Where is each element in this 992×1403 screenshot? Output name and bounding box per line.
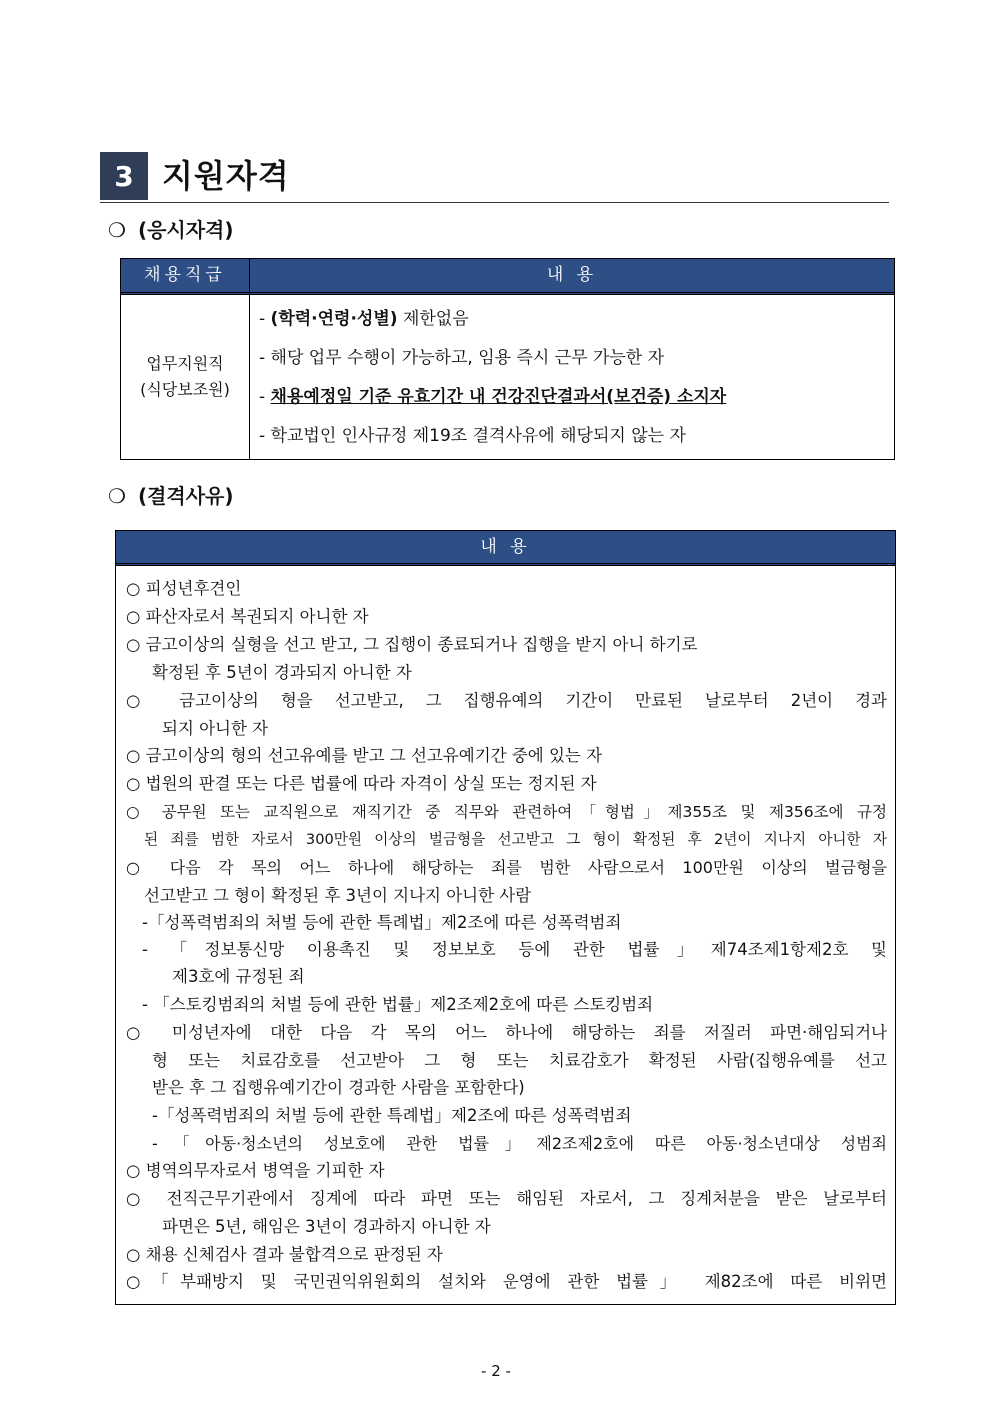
disq-line: -「성폭력범죄의 처벌 등에 관한 특례법」제2조에 따른 성폭력범죄 (142, 913, 622, 932)
disq-line: ○ 병역의무자로서 병역을 기피한 자 (126, 1161, 385, 1180)
qualification-row: - (학력·연령·성별) 제한없음 (259, 309, 469, 329)
disq-line: ○ 전직근무기관에서 징계에 따라 파면 또는 해임된 자로서, 그 징계처분을 받은 날로부터 (126, 1189, 887, 1208)
disqualification-heading-text: (결격사유) (137, 484, 234, 508)
qualification-row: - 학교법인 인사규정 제19조 결격사유에 해당되지 않는 자 (259, 426, 686, 446)
disq-line: - 「스토킹범죄의 처벌 등에 관한 법률」제2조제2호에 따른 스토킹범죄 (142, 995, 654, 1014)
disq-line: ○「부패방지 및 국민권익위원회의 설치와 운영에 관한 법률」 제82조에 따른 비위면 (126, 1272, 887, 1291)
disq-line: ○ 미성년자에 대한 다음 각 목의 어느 하나에 해당하는 죄를 저질러 파면·해임되거나 (126, 1023, 887, 1042)
disq-line: ○ 금고이상의 실형을 선고 받고, 그 집행이 종료되거나 집행을 받지 아니 하기로 (126, 635, 698, 654)
bullet-circle-icon: ❍ (108, 218, 126, 242)
section-number: 3 (100, 152, 148, 200)
disq-line: ○ 파산자로서 복권되지 아니한 자 (126, 607, 369, 626)
disq-line: 받은 후 그 집행유예기간이 경과한 사람을 포함한다) (152, 1078, 525, 1097)
qualification-table (120, 258, 895, 460)
disq-line: 되지 아니한 자 (162, 719, 269, 738)
disq-line: 파면은 5년, 해임은 3년이 경과하지 아니한 자 (162, 1217, 491, 1236)
position-cell (121, 295, 249, 459)
disq-line: -「아동·청소년의 성보호에 관한 법률」제2조제2호에 따른 아동·청소년대상 성범죄 (152, 1134, 887, 1153)
qualification-table-header (121, 259, 894, 295)
disq-line: ○ 금고이상의 형의 선고유예를 받고 그 선고유예기간 중에 있는 자 (126, 746, 603, 765)
disqualification-heading (108, 482, 234, 510)
disqualification-table (115, 530, 896, 1305)
disq-line: ○ 공무원 또는 교직원으로 재직기간 중 직무와 관련하여「형법」제355조 및 제356조에 규정 (126, 803, 887, 821)
disq-line: 된 죄를 범한 자로서 300만원 이상의 벌금형을 선고받고 그 형이 확정된 후 2년이 지나지 아니한 자 (144, 831, 887, 848)
disq-line: 형 또는 치료감호를 선고받아 그 형 또는 치료감호가 확정된 사람(집행유예를 선고 (152, 1051, 887, 1070)
disq-line: ○ 금고이상의 형을 선고받고, 그 집행유예의 기간이 만료된 날로부터 2년이 경과 (126, 691, 887, 710)
qualification-heading (108, 216, 234, 244)
disq-line: - 「정보통신망 이용촉진 및 정보보호 등에 관한 법률」제74조제1항제2호 및 (142, 940, 887, 959)
qualification-row-highlighted: - 채용예정일 기준 유효기간 내 건강진단결과서(보건증) 소지자 (259, 387, 727, 407)
disq-line: ○ 다음 각 목의 어느 하나에 해당하는 죄를 범한 사람으로서 100만원 이상의 벌금형을 (126, 858, 887, 877)
disq-line: -「성폭력범죄의 처벌 등에 관한 특례법」제2조에 따른 성폭력범죄 (152, 1106, 632, 1125)
disq-line: ○ 법원의 판결 또는 다른 법률에 따라 자격이 상실 또는 정지된 자 (126, 774, 597, 793)
qualification-heading-text: (응시자격) (137, 218, 234, 242)
header-position: 채용직급 (144, 265, 226, 285)
position-name: 업무지원직 (146, 354, 224, 373)
section-header (100, 152, 889, 203)
disq-line: ○ 채용 신체검사 결과 불합격으로 판정된 자 (126, 1245, 443, 1264)
header-content: 내 용 (546, 265, 598, 285)
disqualification-table-header: 내 용 (116, 531, 895, 566)
column-divider (249, 259, 250, 459)
disq-line: ○ 피성년후견인 (126, 579, 242, 598)
section-title: 지원자격 (162, 157, 290, 195)
page-number: - 2 - (481, 1362, 511, 1380)
disq-line: 선고받고 그 형이 확정된 후 3년이 지나지 아니한 사람 (144, 886, 532, 905)
position-role: (식당보조원) (140, 380, 230, 399)
disq-line: 확정된 후 5년이 경과되지 아니한 자 (152, 663, 412, 682)
disq-line: 제3호에 규정된 죄 (172, 967, 305, 986)
qualification-row: - 해당 업무 수행이 가능하고, 임용 즉시 근무 가능한 자 (259, 348, 665, 368)
bullet-circle-icon: ❍ (108, 484, 126, 508)
